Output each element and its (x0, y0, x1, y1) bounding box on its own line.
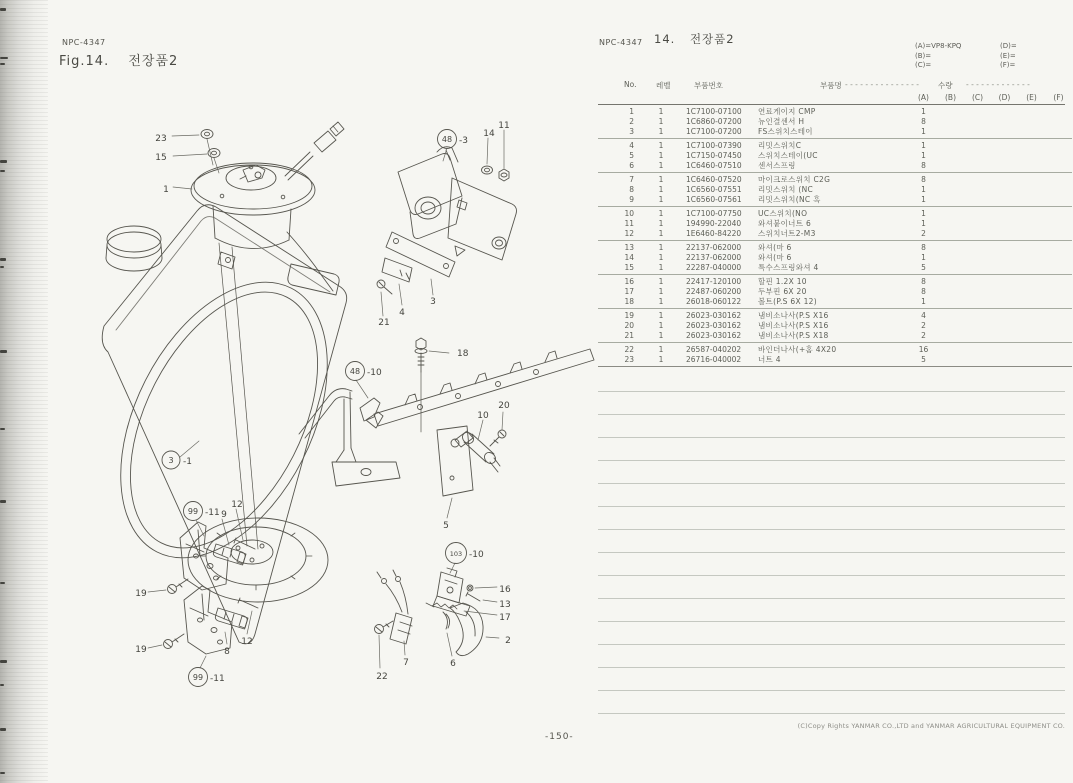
empty-rule-line (598, 437, 1065, 438)
table-row (598, 297, 1072, 307)
cell-part-no: 194990-22040 (686, 219, 742, 228)
cell-part-no: 1C7150-07450 (686, 151, 742, 160)
table-row (598, 219, 1072, 229)
cell-no: 12 (624, 229, 634, 238)
callout-8: 8 (224, 647, 230, 657)
cell-no: 19 (624, 311, 634, 320)
callout-15: 15 (155, 153, 167, 163)
cell-part-no: 1C7100-07750 (686, 209, 742, 218)
cell-qty-a: 5 (921, 355, 926, 364)
cell-level: 1 (658, 277, 664, 286)
fuel-sender-unit (191, 122, 344, 549)
empty-rule-line (598, 713, 1065, 714)
cell-level: 1 (658, 127, 664, 136)
cell-part-name: 스위치스테이(UC (758, 151, 818, 160)
callout-3-1-suffix: -1 (183, 457, 192, 467)
table-row (598, 243, 1072, 253)
callout-17: 17 (499, 613, 511, 623)
cell-no: 6 (629, 161, 634, 170)
cell-level: 1 (658, 297, 664, 306)
qty-col-d: (D) (998, 93, 1011, 102)
cell-level: 1 (658, 253, 664, 262)
table-row (598, 345, 1072, 355)
cell-no: 11 (624, 219, 634, 228)
qty-dashes-left: - - - - - - - - - - - - - - - (845, 80, 919, 89)
row-group (598, 243, 1072, 275)
sensor-lever-assembly (375, 568, 484, 656)
empty-rule-line (598, 483, 1065, 484)
scan-artifact (0, 684, 4, 686)
cell-part-name: 냄비소나사(P.S X16 (758, 321, 829, 330)
empty-rule-line (598, 552, 1065, 553)
callout-2: 2 (505, 636, 511, 646)
cell-level: 1 (658, 209, 664, 218)
scan-artifact (0, 8, 6, 11)
section-no: 14. (654, 32, 676, 46)
cell-level: 1 (658, 355, 664, 364)
bracket-arm-assembly (299, 338, 594, 496)
cell-qty-a: 2 (921, 331, 926, 340)
callout-12b: 12 (241, 637, 253, 647)
callout-99-11a-circle: 99 (187, 507, 199, 516)
legend-f: (F)= (1000, 61, 1016, 69)
scan-artifact (0, 266, 4, 268)
cell-no: 1 (629, 107, 634, 116)
callout-99-11a-suffix: -11 (205, 508, 220, 518)
cell-no: 14 (624, 253, 634, 262)
row-group (598, 345, 1072, 367)
cell-part-name: UC스위치(NO (758, 209, 808, 218)
col-part-no: 부품번호 (694, 81, 723, 90)
variant-legend (915, 42, 1065, 71)
cell-part-name: 와셔붙이너트 6 (758, 219, 812, 228)
cell-part-no: 26023-030162 (686, 331, 742, 340)
cell-part-no: 1C6560-07561 (686, 195, 742, 204)
cell-no: 21 (624, 331, 634, 340)
cell-part-no: 22417-120100 (686, 277, 742, 286)
callout-21: 21 (378, 318, 390, 328)
cell-part-name: 뉴인결센서 H (758, 117, 805, 126)
cell-part-no: 26587-040202 (686, 345, 742, 354)
scan-binder-edge (0, 0, 48, 783)
callout-4: 4 (399, 308, 405, 318)
cell-part-no: 1C6460-07510 (686, 161, 742, 170)
table-row (598, 263, 1072, 273)
cell-level: 1 (658, 185, 664, 194)
section-title (654, 31, 735, 47)
table-row (598, 321, 1072, 331)
callout-14: 14 (483, 129, 495, 139)
callout-20: 20 (498, 401, 510, 411)
scan-artifact (0, 350, 7, 353)
qty-col-e: (E) (1026, 93, 1037, 102)
cell-part-name: 두부핀 6X 20 (758, 287, 807, 296)
cell-no: 16 (624, 277, 634, 286)
cell-no: 22 (624, 345, 634, 354)
cell-level: 1 (658, 243, 664, 252)
cell-part-name: 스위치너트2-M3 (758, 229, 816, 238)
callout-13: 13 (499, 600, 511, 610)
scan-artifact (0, 500, 6, 503)
empty-rule-line (598, 575, 1065, 576)
cell-level: 1 (658, 107, 664, 116)
cell-qty-a: 1 (921, 219, 926, 228)
scan-artifact (0, 582, 5, 584)
limit-switch-assembly (377, 147, 517, 294)
empty-rule-line (598, 391, 1065, 392)
empty-rule-line (598, 690, 1065, 691)
cell-qty-a: 2 (921, 229, 926, 238)
exploded-parts-diagram (50, 95, 610, 715)
cell-no: 8 (629, 185, 634, 194)
callout-48-3-suffix: -3 (459, 136, 468, 146)
cell-level: 1 (658, 151, 664, 160)
callout-7: 7 (403, 658, 409, 668)
table-row (598, 161, 1072, 171)
scan-artifact (0, 428, 5, 430)
cell-qty-a: 8 (921, 287, 926, 296)
cell-level: 1 (658, 311, 664, 320)
cell-qty-a: 1 (921, 253, 926, 262)
cell-level: 1 (658, 331, 664, 340)
cell-part-name: 냄비소나사(P.S X18 (758, 331, 829, 340)
table-row (598, 277, 1072, 287)
cell-part-name: 볼트(P.S 6X 12) (758, 297, 817, 306)
cell-level: 1 (658, 287, 664, 296)
header-rule (598, 104, 1065, 105)
callout-5: 5 (443, 521, 449, 531)
cell-part-no: 1C7100-07200 (686, 127, 742, 136)
cell-part-no: 1C6860-07200 (686, 117, 742, 126)
cell-part-name: 바인더나사(+홈 4X20 (758, 345, 837, 354)
callout-18: 18 (457, 349, 469, 359)
table-row (598, 195, 1072, 205)
callout-12a: 12 (231, 500, 243, 510)
callout-3-1-circle: 3 (168, 456, 174, 465)
scan-artifact (0, 660, 7, 663)
cell-part-name: FS스위치스테이 (758, 127, 813, 136)
cell-part-name: 할핀 1.2X 10 (758, 277, 807, 286)
legend-a: (A)=VP8-KPQ (915, 42, 962, 50)
scan-artifact (0, 772, 5, 774)
table-row (598, 141, 1072, 151)
cell-qty-a: 8 (921, 117, 926, 126)
cell-no: 3 (629, 127, 634, 136)
empty-rule-line (598, 667, 1065, 668)
callout-48-10-circle: 48 (349, 367, 361, 376)
cell-part-no: 22487-060200 (686, 287, 742, 296)
cell-part-no: 1E6460-84220 (686, 229, 742, 238)
cell-part-no: 22287-040000 (686, 263, 742, 272)
cell-qty-a: 8 (921, 277, 926, 286)
empty-rule-line (598, 529, 1065, 530)
callout-9: 9 (221, 510, 227, 520)
qty-col-f: (F) (1053, 93, 1064, 102)
callout-1: 1 (163, 185, 169, 195)
figure-title-text: 전장품2 (128, 54, 179, 69)
cell-level: 1 (658, 321, 664, 330)
cell-qty-a: 4 (921, 311, 926, 320)
callout-103-10-circle: 103 (449, 550, 463, 558)
legend-b: (B)= (915, 51, 932, 60)
fuel-tank (78, 205, 369, 644)
section-title-text: 전장품2 (689, 32, 735, 46)
col-part-name: 부품명 (820, 81, 842, 90)
scan-artifact (0, 728, 6, 731)
cell-part-name: 연료게이지 CMP (758, 107, 816, 116)
table-row (598, 311, 1072, 321)
cell-part-name: 리밋스위치(NC 흑 (758, 195, 821, 204)
callout-16: 16 (499, 585, 511, 595)
cell-no: 20 (624, 321, 634, 330)
cell-part-no: 1C7100-07100 (686, 107, 742, 116)
cell-qty-a: 8 (921, 175, 926, 184)
qty-col-c: (C) (971, 93, 984, 102)
callout-48-3-circle: 48 (441, 135, 453, 144)
table-row (598, 287, 1072, 297)
scan-artifact (0, 57, 8, 59)
callout-3: 3 (430, 297, 436, 307)
cell-level: 1 (658, 229, 664, 238)
callout-23: 23 (155, 134, 167, 144)
cell-qty-a: 8 (921, 243, 926, 252)
empty-rule-line (598, 598, 1065, 599)
row-group (598, 311, 1072, 343)
cell-part-name: 너트 4 (758, 355, 781, 364)
cell-level: 1 (658, 175, 664, 184)
legend-d: (D)= (1000, 42, 1017, 50)
cell-level: 1 (658, 161, 664, 170)
cell-no: 10 (624, 209, 634, 218)
table-row (598, 117, 1072, 127)
cell-qty-a: 1 (921, 195, 926, 204)
cell-part-no: 1C6560-07551 (686, 185, 742, 194)
col-level: 레벨 (656, 81, 671, 90)
page-number: -150- (545, 732, 574, 742)
col-no: No. (624, 80, 637, 89)
cell-level: 1 (658, 219, 664, 228)
callout-11: 11 (498, 121, 510, 131)
cell-qty-a: 1 (921, 209, 926, 218)
cell-part-name: 냄비소나사(P.S X16 (758, 311, 829, 320)
cell-part-no: 26716-040002 (686, 355, 742, 364)
scan-artifact (0, 258, 6, 261)
table-row (598, 151, 1072, 161)
cell-level: 1 (658, 345, 664, 354)
qty-col-b: (B) (945, 93, 956, 102)
callout-48-10-suffix: -10 (367, 368, 382, 378)
cell-qty-a: 1 (921, 141, 926, 150)
empty-rule-line (598, 506, 1065, 507)
table-row (598, 127, 1072, 137)
table-row (598, 107, 1072, 117)
cell-no: 17 (624, 287, 634, 296)
cell-no: 9 (629, 195, 634, 204)
cell-no: 18 (624, 297, 634, 306)
callout-19a: 19 (135, 589, 147, 599)
cell-qty-a: 5 (921, 263, 926, 272)
scan-artifact (0, 160, 7, 163)
callout-10: 10 (477, 411, 489, 421)
cell-no: 4 (629, 141, 634, 150)
row-group (598, 209, 1072, 241)
cell-qty-a: 1 (921, 185, 926, 194)
qty-col-a: (A) (918, 93, 929, 102)
cell-part-name: 리밋스위치 (NC (758, 185, 814, 194)
table-row (598, 175, 1072, 185)
cell-part-no: 26018-060122 (686, 297, 742, 306)
cell-no: 15 (624, 263, 634, 272)
table-header (598, 80, 1072, 90)
row-group (598, 175, 1072, 207)
cell-level: 1 (658, 195, 664, 204)
cell-level: 1 (658, 141, 664, 150)
table-row (598, 229, 1072, 239)
table-row (598, 253, 1072, 263)
cell-part-name: 와셔(마 6 (758, 243, 792, 252)
callout-6: 6 (450, 659, 456, 669)
table-row (598, 209, 1072, 219)
cell-part-name: 특수스프링와셔 4 (758, 263, 819, 272)
cell-no: 13 (624, 243, 634, 252)
legend-c: (C)= (915, 61, 932, 69)
row-group (598, 277, 1072, 309)
cell-qty-a: 16 (918, 345, 929, 354)
cell-qty-a: 1 (921, 151, 926, 160)
table-row (598, 185, 1072, 195)
qty-dashes-right: - - - - - - - - - - - - - (966, 80, 1030, 89)
figure-title (59, 50, 178, 69)
empty-rule-line (598, 414, 1065, 415)
copyright-notice: (C)Copy Rights YANMAR CO.,LTD and YANMAR AGRICULTURAL EQUIPMENT CO. (797, 722, 1065, 730)
scan-artifact (0, 63, 5, 65)
callout-103-10-suffix: -10 (469, 550, 484, 560)
cell-part-no: 1C6460-07520 (686, 175, 742, 184)
empty-rule-line (598, 644, 1065, 645)
cell-part-no: 26023-030162 (686, 321, 742, 330)
cell-qty-a: 2 (921, 321, 926, 330)
scan-artifact (0, 170, 5, 172)
cell-no: 23 (624, 355, 634, 364)
cell-qty-a: 1 (921, 127, 926, 136)
figure-label: Fig.14. (59, 54, 110, 69)
table-row (598, 355, 1072, 365)
cell-no: 2 (629, 117, 634, 126)
cell-no: 7 (629, 175, 634, 184)
row-group (598, 141, 1072, 173)
legend-e: (E)= (1000, 51, 1016, 60)
cell-level: 1 (658, 117, 664, 126)
cell-part-no: 26023-030162 (686, 311, 742, 320)
cell-no: 5 (629, 151, 634, 160)
callout-99-11b-suffix: -11 (210, 674, 225, 684)
cell-part-no: 1C7100-07390 (686, 141, 742, 150)
callout-99-11b-circle: 99 (192, 673, 204, 682)
cell-qty-a: 1 (921, 297, 926, 306)
cell-part-name: 마이크로스위치 C2G (758, 175, 831, 184)
col-qty: 수량 (938, 81, 953, 90)
callout-19b: 19 (135, 645, 147, 655)
cell-level: 1 (658, 263, 664, 272)
right-doc-code: NPC-4347 (599, 38, 643, 47)
empty-rule-line (598, 460, 1065, 461)
table-rows (598, 107, 1072, 369)
cell-part-no: 22137-062000 (686, 253, 742, 262)
cell-qty-a: 1 (921, 107, 926, 116)
cell-part-no: 22137-062000 (686, 243, 742, 252)
cell-qty-a: 8 (921, 161, 926, 170)
cell-part-name: 리밋스위치C (758, 141, 802, 150)
cell-part-name: 와셔(마 6 (758, 253, 792, 262)
row-group (598, 107, 1072, 139)
left-doc-code: NPC-4347 (62, 38, 106, 47)
table-row (598, 331, 1072, 341)
cell-part-name: 센서스프링 (758, 161, 796, 170)
callout-22: 22 (376, 672, 388, 682)
qty-column-letters (910, 93, 1072, 102)
empty-rule-line (598, 621, 1065, 622)
